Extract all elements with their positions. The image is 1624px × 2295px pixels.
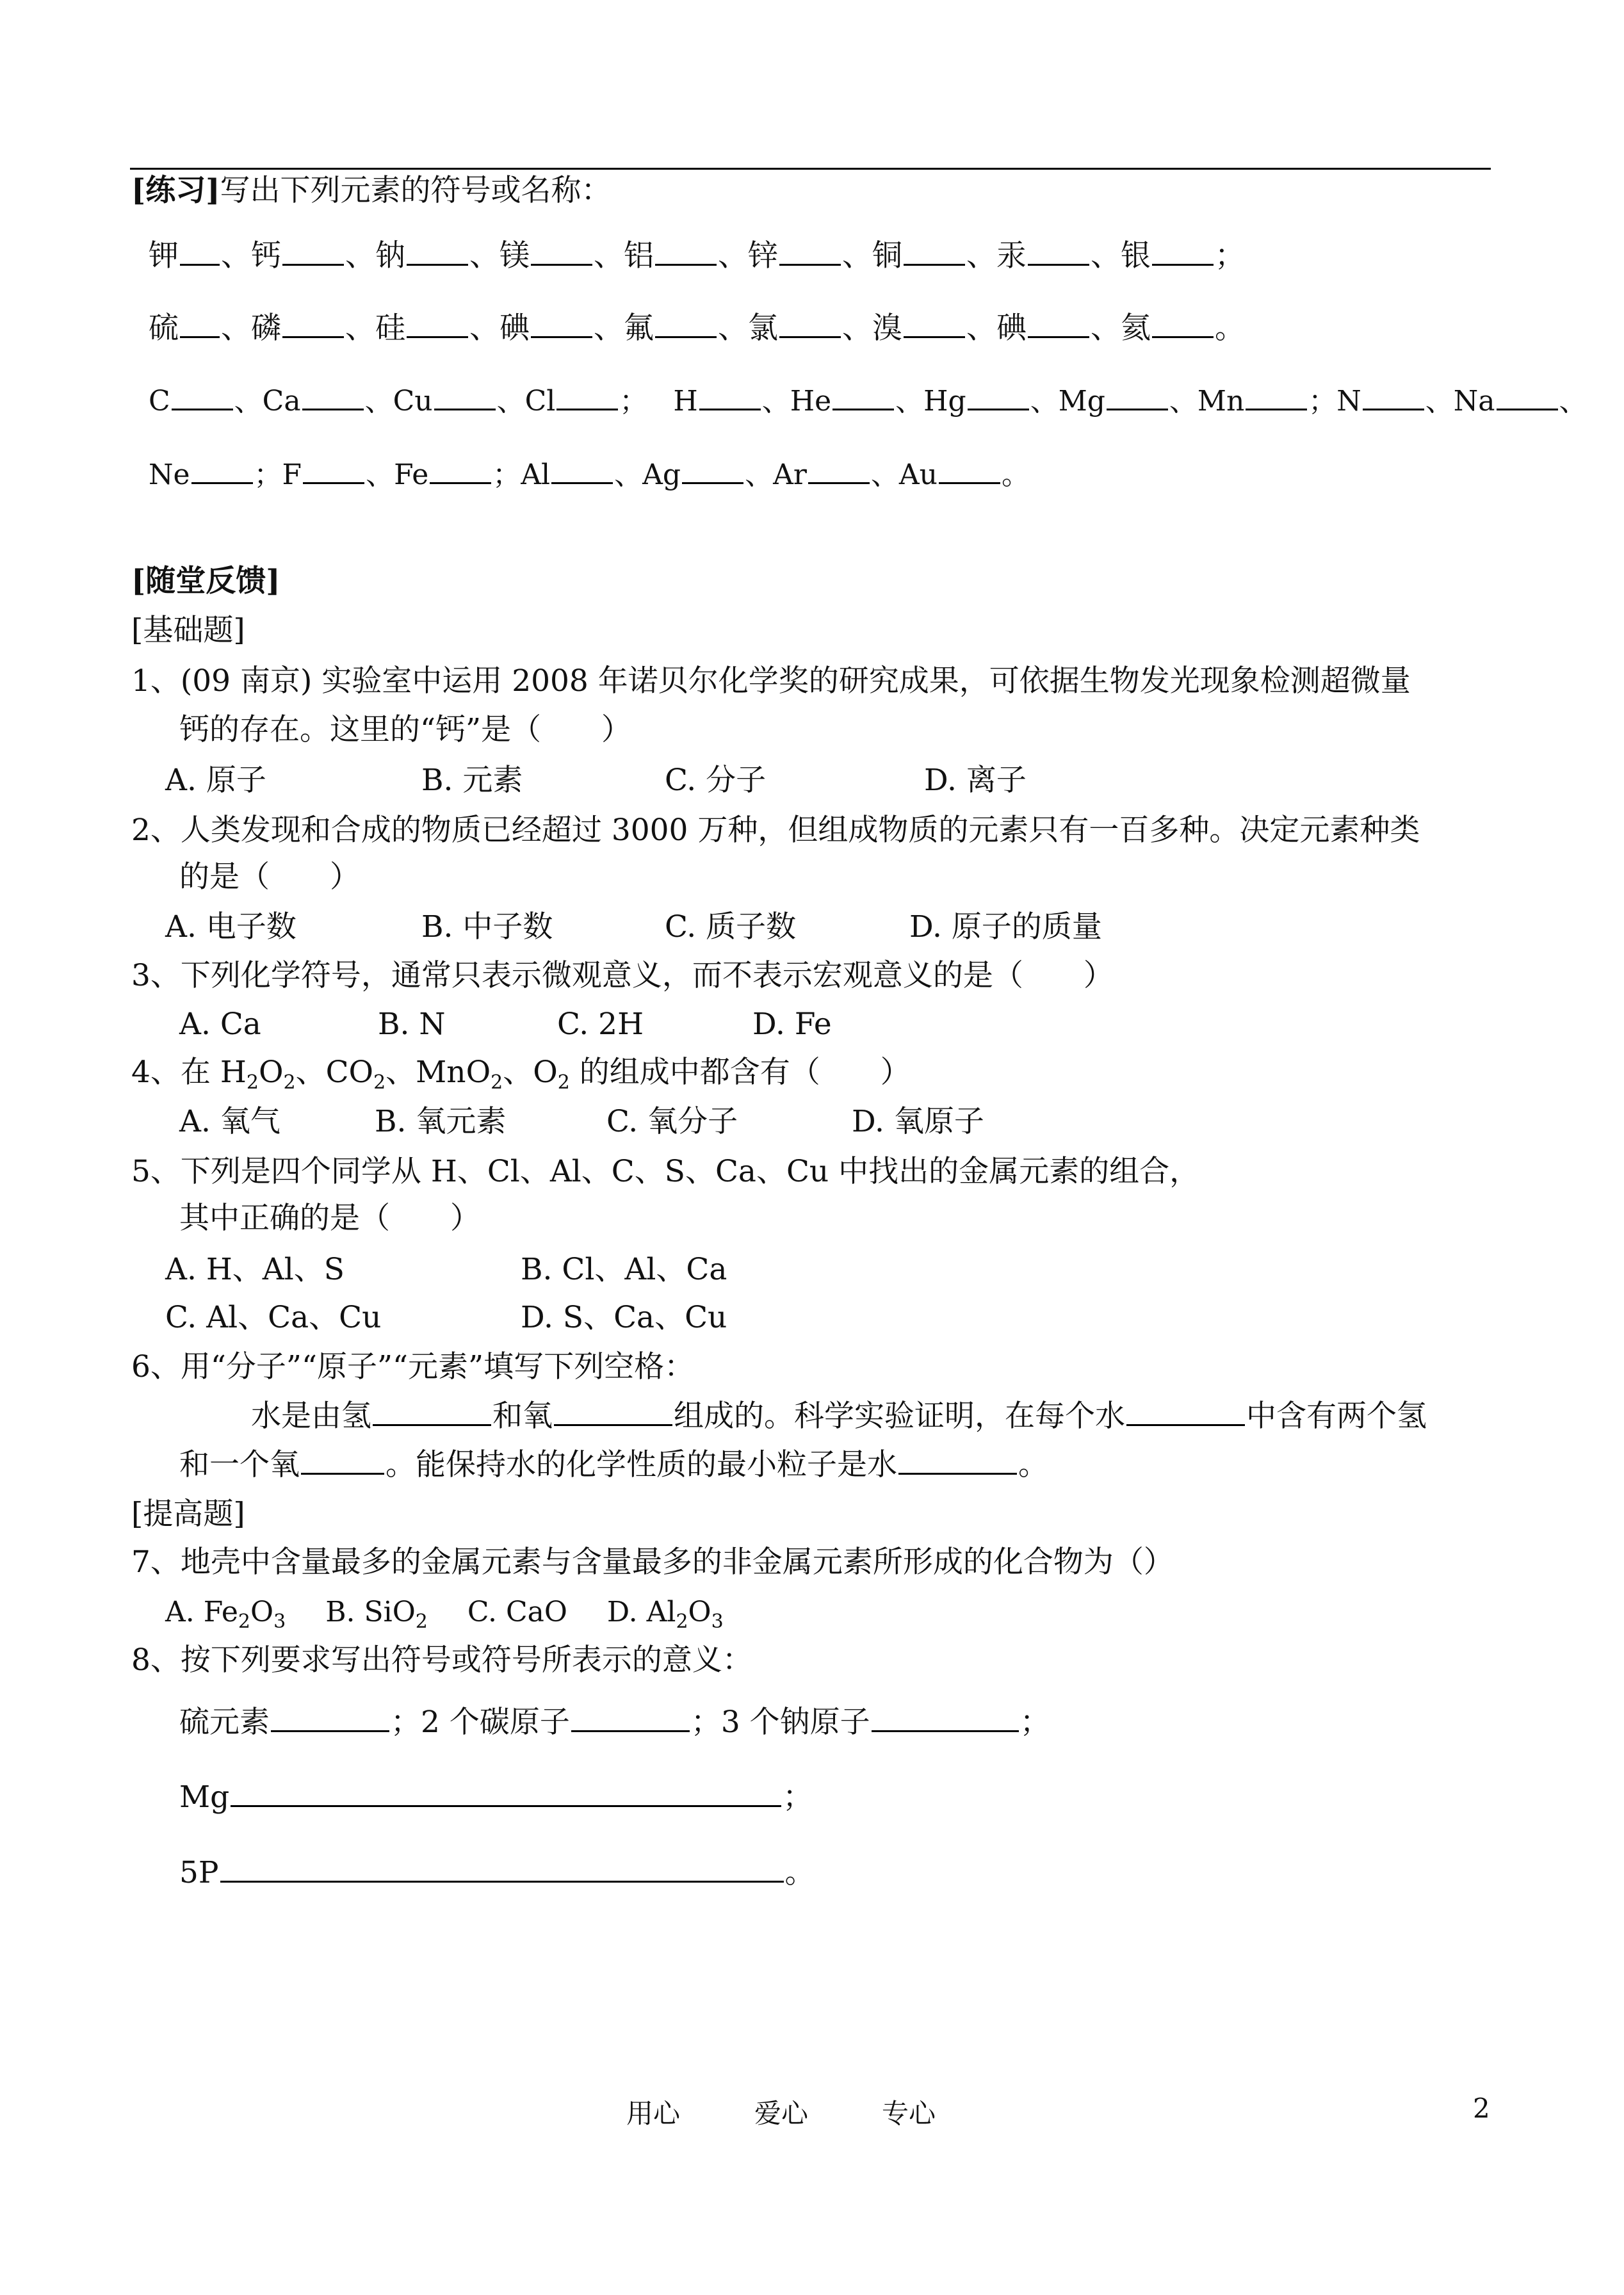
option[interactable]: A. 氧气 xyxy=(179,1104,280,1139)
answer-blank[interactable] xyxy=(571,1705,690,1732)
answer-blank[interactable] xyxy=(556,383,618,410)
option[interactable]: C. CaO xyxy=(467,1596,567,1628)
option[interactable]: D. 离子 xyxy=(924,763,1027,798)
answer-blank[interactable] xyxy=(430,457,491,484)
answer-blank[interactable] xyxy=(872,1705,1019,1732)
element-symbol: Fe xyxy=(394,458,429,491)
element-symbol: N xyxy=(1336,385,1361,418)
answer-blank[interactable] xyxy=(1126,1399,1245,1426)
q5-line2: 其中正确的是（ ） xyxy=(179,1201,480,1236)
answer-blank[interactable] xyxy=(1107,383,1168,410)
answer-blank[interactable] xyxy=(682,457,743,484)
answer-blank[interactable] xyxy=(282,238,344,266)
element-symbol: Cl xyxy=(524,385,556,418)
q6-text: 中含有两个氢 xyxy=(1246,1399,1427,1434)
q6-text: 和一个氧 xyxy=(179,1447,300,1482)
answer-blank[interactable] xyxy=(302,383,364,410)
element-name: 磷 xyxy=(251,311,281,346)
q8-text: ； xyxy=(1019,1705,1050,1740)
element-name: 锌 xyxy=(748,238,778,273)
practice-heading xyxy=(131,172,611,210)
q4-suffix: 的组成中都含有（ ） xyxy=(569,1055,911,1090)
footer-motto-1: 用心 xyxy=(626,2098,681,2129)
element-name: 碘 xyxy=(996,311,1027,346)
practice-row-1: 钾 、钙 、钠 、镁 、铝 、锌 、铜 、汞 、银 ； xyxy=(149,238,1245,273)
answer-blank[interactable] xyxy=(1246,383,1307,410)
option[interactable]: A. $Fe_2O_3$ xyxy=(165,1596,286,1633)
element-symbol: Hg xyxy=(923,385,966,418)
q1-line1: 1、(09 南京) 实验室中运用 2008 年诺贝尔化学奖的研究成果，可依据生物发光现象检测超微量 xyxy=(131,663,1411,699)
footer-motto-2: 爱心 xyxy=(754,2098,809,2129)
element-name: 钠 xyxy=(375,238,405,273)
q6-line2 xyxy=(251,1397,1427,1436)
element-name: 铜 xyxy=(872,238,902,273)
q6-line1: 6、用“分子”“原子”“元素”填写下列空格： xyxy=(131,1349,695,1384)
answer-blank[interactable] xyxy=(1028,238,1089,266)
q2-line2: 的是（ ） xyxy=(179,859,360,895)
practice-row-3: C 、Ca 、Cu 、Cl ； H 、He 、Hg 、Mg 、Mn ；N 、Na 、 xyxy=(149,382,1587,421)
element-symbol: Ne xyxy=(149,458,190,491)
element-name: 钾 xyxy=(149,238,179,273)
q8-line2 xyxy=(179,1703,1050,1742)
element-symbol: He xyxy=(790,385,832,418)
answer-blank[interactable] xyxy=(655,238,717,266)
option[interactable]: B. SiO$_2$ xyxy=(325,1596,428,1633)
answer-blank[interactable] xyxy=(434,383,496,410)
element-symbol: Ag xyxy=(642,458,681,491)
answer-blank[interactable] xyxy=(968,383,1029,410)
option[interactable]: C. 氧分子 xyxy=(606,1104,738,1139)
element-name: 氦 xyxy=(1121,311,1151,346)
answer-blank[interactable] xyxy=(231,1780,781,1807)
answer-blank[interactable] xyxy=(699,383,761,410)
q5-line1: 5、下列是四个同学从 H、Cl、Al、C、S、Ca、Cu 中找出的金属元素的组合， xyxy=(131,1154,1200,1189)
element-symbol: C xyxy=(149,385,170,418)
header-rule xyxy=(130,168,1491,170)
q6-text: 水是由氢 xyxy=(251,1399,371,1434)
basic-section-label: [基础题] xyxy=(131,613,245,648)
answer-blank[interactable] xyxy=(1363,383,1424,410)
answer-blank[interactable] xyxy=(220,1855,784,1883)
page-number: 2 xyxy=(1473,2093,1490,2124)
answer-blank[interactable] xyxy=(1152,311,1214,338)
q6-text: 。能保持水的化学性质的最小粒子是水 xyxy=(386,1447,897,1482)
element-name: 硫 xyxy=(149,311,179,346)
q8-symbol: Mg xyxy=(179,1780,230,1815)
q8-line3 xyxy=(179,1778,813,1817)
option[interactable]: B. 元素 xyxy=(421,763,523,798)
option[interactable]: A. 原子 xyxy=(165,763,266,798)
element-symbol: Ar xyxy=(773,458,807,491)
answer-blank[interactable] xyxy=(531,238,592,266)
option[interactable]: B. 氧元素 xyxy=(375,1104,507,1139)
element-name: 钙 xyxy=(251,238,281,273)
element-symbol: F xyxy=(282,458,302,491)
q5-options-row2 xyxy=(165,1299,727,1337)
answer-blank[interactable] xyxy=(301,1447,384,1475)
option[interactable]: C. 质子数 xyxy=(665,909,797,945)
answer-blank[interactable] xyxy=(904,311,965,338)
answer-blank[interactable] xyxy=(655,311,717,338)
element-symbol: Mn xyxy=(1197,385,1245,418)
answer-blank[interactable] xyxy=(551,457,613,484)
q6-text: 和氧 xyxy=(492,1399,553,1434)
answer-blank[interactable] xyxy=(1028,311,1089,338)
element-name: 氟 xyxy=(624,311,654,346)
q6-line3 xyxy=(179,1446,1048,1484)
option[interactable]: B. 中子数 xyxy=(421,909,553,945)
option[interactable]: A. 电子数 xyxy=(165,909,296,945)
q6-text: 。 xyxy=(1018,1447,1048,1482)
option[interactable]: D. $Al_2O_3$ xyxy=(606,1596,724,1633)
element-symbol: Na xyxy=(1453,385,1495,418)
answer-blank[interactable] xyxy=(373,1399,491,1426)
q8-line1: 8、按下列要求写出符号或符号所表示的意义： xyxy=(131,1642,752,1678)
element-name: 碘 xyxy=(499,311,530,346)
q8-text: ；3 个钠原子 xyxy=(690,1705,870,1740)
practice-row-2: 硫 、磷 、硅 、碘 、氟 、氯 、溴 、碘 、氦 。 xyxy=(149,311,1245,346)
q6-text: 组成的。科学实验证明，在每个水 xyxy=(674,1399,1125,1434)
q2-options xyxy=(165,908,1102,946)
option[interactable]: C. 2H xyxy=(557,1007,644,1042)
q5-options-row1 xyxy=(165,1251,727,1289)
option[interactable]: C. 分子 xyxy=(665,763,767,798)
element-symbol: Mg xyxy=(1058,385,1105,418)
q4-line1: 4、在 $H_2O_2$、$CO_2$、MnO$_2$、$O_2$ 的组成中都含有（ ） xyxy=(131,1055,911,1094)
answer-blank[interactable] xyxy=(779,311,841,338)
option[interactable]: D. 氧原子 xyxy=(852,1104,984,1139)
option[interactable]: D. 原子的质量 xyxy=(909,909,1102,945)
answer-blank[interactable] xyxy=(939,457,1000,484)
element-symbol: Au xyxy=(898,458,938,491)
q8-text: 。 xyxy=(784,1855,815,1890)
element-name: 溴 xyxy=(872,311,902,346)
q8-line4 xyxy=(179,1854,815,1892)
q7-options xyxy=(165,1593,724,1632)
answer-blank[interactable] xyxy=(779,238,841,266)
answer-blank[interactable] xyxy=(832,383,894,410)
answer-blank[interactable] xyxy=(1152,238,1214,266)
element-symbol: Al xyxy=(521,458,551,491)
answer-blank[interactable] xyxy=(808,457,870,484)
answer-blank[interactable] xyxy=(282,311,344,338)
option[interactable]: D. S、Ca、Cu xyxy=(521,1300,727,1335)
answer-blank[interactable] xyxy=(172,383,233,410)
answer-blank[interactable] xyxy=(898,1447,1017,1475)
answer-blank[interactable] xyxy=(1497,383,1558,410)
answer-blank[interactable] xyxy=(191,457,253,484)
element-name: 银 xyxy=(1121,238,1151,273)
q1-line2: 钙的存在。这里的“钙”是（ ） xyxy=(179,712,632,747)
practice-row-4: Ne ；F 、Fe ；Al 、Ag 、Ar 、Au 。 xyxy=(149,456,1030,494)
option[interactable]: A. H、Al、S xyxy=(165,1252,345,1287)
answer-blank[interactable] xyxy=(407,238,468,266)
advanced-section-label: [提高题] xyxy=(131,1496,245,1532)
element-name: 汞 xyxy=(996,238,1027,273)
practice-prompt: 写出下列元素的符号或名称： xyxy=(220,173,612,208)
q1-options xyxy=(165,761,1027,800)
q4-options xyxy=(179,1103,984,1141)
q3-line1: 3、下列化学符号，通常只表示微观意义，而不表示宏观意义的是（ ） xyxy=(131,958,1114,993)
answer-blank[interactable] xyxy=(904,238,965,266)
element-name: 硅 xyxy=(375,311,405,346)
answer-blank[interactable] xyxy=(531,311,592,338)
answer-blank[interactable] xyxy=(554,1399,672,1426)
q8-text: ；2 个碳原子 xyxy=(391,1705,570,1740)
q2-line1: 2、人类发现和合成的物质已经超过 3000 万种，但组成物质的元素只有一百多种。决定元素种类 xyxy=(131,813,1420,848)
answer-blank[interactable] xyxy=(271,1705,389,1732)
q3-options xyxy=(179,1005,832,1044)
practice-tag: [练习] xyxy=(131,173,220,208)
q8-symbol: 5P xyxy=(179,1855,219,1890)
option[interactable]: A. Ca xyxy=(179,1007,261,1042)
element-symbol: H xyxy=(673,385,698,418)
element-name: 镁 xyxy=(499,238,530,273)
element-symbol: Cu xyxy=(393,385,433,418)
element-name: 氯 xyxy=(748,311,778,346)
q4-prefix: 4、在 xyxy=(131,1055,220,1090)
q7-line1: 7、地壳中含量最多的金属元素与含量最多的非金属元素所形成的化合物为（） xyxy=(131,1545,1174,1580)
q8-text: 硫元素 xyxy=(179,1705,270,1740)
element-name: 铝 xyxy=(624,238,654,273)
answer-blank[interactable] xyxy=(180,311,220,338)
option[interactable]: D. Fe xyxy=(752,1007,832,1042)
answer-blank[interactable] xyxy=(303,457,364,484)
option[interactable]: B. Cl、Al、Ca xyxy=(521,1252,727,1287)
option[interactable]: B. N xyxy=(378,1007,446,1042)
answer-blank[interactable] xyxy=(407,311,468,338)
answer-blank[interactable] xyxy=(180,238,220,266)
option[interactable]: C. Al、Ca、Cu xyxy=(165,1300,382,1335)
feedback-title: [随堂反馈] xyxy=(131,564,280,599)
element-symbol: Ca xyxy=(262,385,301,418)
q8-text: ； xyxy=(783,1780,813,1815)
footer-motto-3: 专心 xyxy=(882,2098,936,2129)
